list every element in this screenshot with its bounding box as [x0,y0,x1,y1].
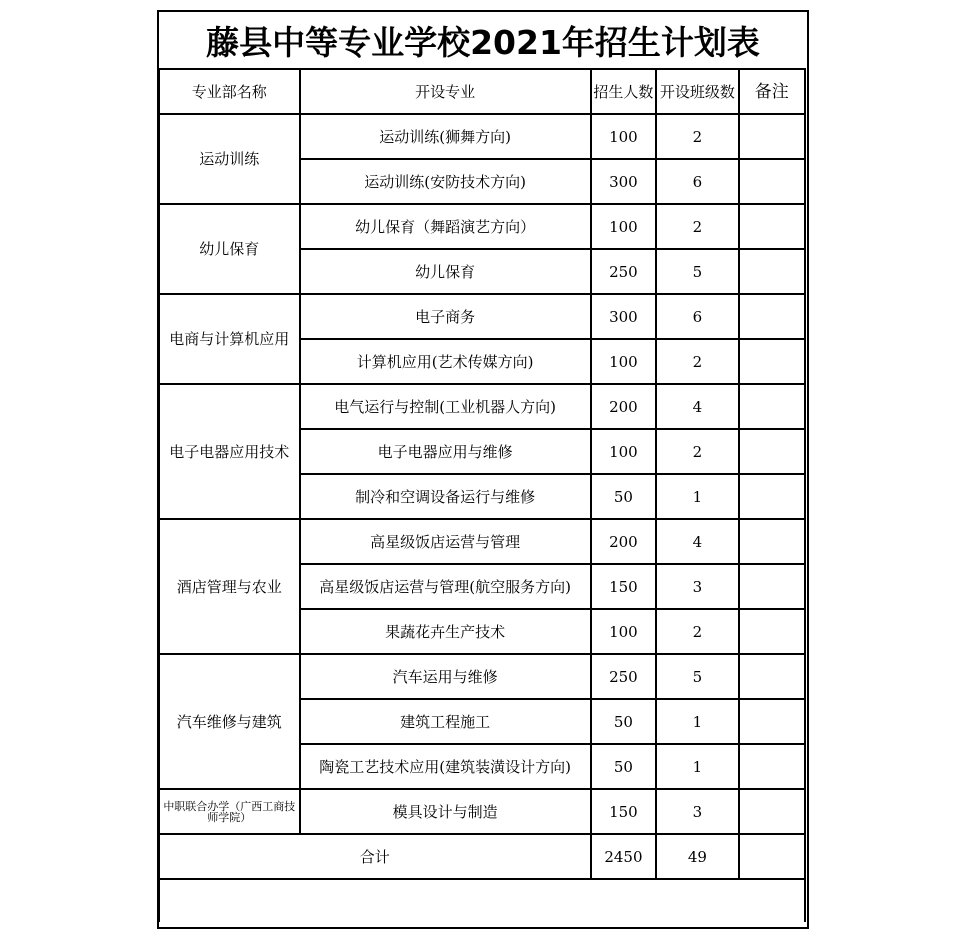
dept-cell: 酒店管理与农业 [159,519,300,654]
major-cell: 运动训练(安防技术方向) [300,159,591,204]
note-cell [739,519,805,564]
table-row [159,294,805,339]
total-classes: 49 [656,834,738,879]
sheet-title: 藤县中等专业学校2021年招生计划表 [206,23,760,62]
note-cell [739,159,805,204]
total-enroll: 2450 [591,834,657,879]
dept-cell: 运动训练 [159,114,300,204]
major-cell: 幼儿保育 [300,249,591,294]
major-cell: 电子商务 [300,294,591,339]
table-row [159,654,805,699]
classes-cell: 1 [656,474,738,519]
table-row [159,114,805,159]
note-cell [739,339,805,384]
classes-cell: 4 [656,519,738,564]
major-cell: 果蔬花卉生产技术 [300,609,591,654]
note-cell [739,609,805,654]
dept-cell: 电商与计算机应用 [159,294,300,384]
classes-cell: 1 [656,744,738,789]
major-cell: 模具设计与制造 [300,789,591,834]
table-row [159,519,805,564]
classes-cell: 6 [656,294,738,339]
dept-cell: 汽车维修与建筑 [159,654,300,789]
enrollment-sheet [157,10,809,929]
classes-cell: 2 [656,609,738,654]
note-cell [739,789,805,834]
enroll-cell: 250 [591,654,657,699]
header-dept: 专业部名称 [159,69,300,114]
enroll-cell: 100 [591,429,657,474]
major-cell: 电子电器应用与维修 [300,429,591,474]
enroll-cell: 250 [591,249,657,294]
blank-cell [159,879,805,922]
header-row [159,69,805,114]
note-cell [739,429,805,474]
enroll-cell: 100 [591,339,657,384]
enroll-cell: 300 [591,294,657,339]
classes-cell: 1 [656,699,738,744]
dept-cell: 电子电器应用技术 [159,384,300,519]
table-row [159,384,805,429]
classes-cell: 2 [656,339,738,384]
note-cell [739,474,805,519]
header-major: 开设专业 [300,69,591,114]
enroll-cell: 100 [591,204,657,249]
classes-cell: 6 [656,159,738,204]
blank-row [159,879,805,922]
classes-cell: 3 [656,789,738,834]
classes-cell: 5 [656,654,738,699]
classes-cell: 5 [656,249,738,294]
major-cell: 高星级饭店运营与管理(航空服务方向) [300,564,591,609]
total-label: 合计 [159,834,591,879]
major-cell: 电气运行与控制(工业机器人方向) [300,384,591,429]
note-cell [739,744,805,789]
enroll-cell: 300 [591,159,657,204]
enroll-cell: 150 [591,564,657,609]
enroll-cell: 50 [591,699,657,744]
major-cell: 陶瓷工艺技术应用(建筑装潢设计方向) [300,744,591,789]
major-cell: 高星级饭店运营与管理 [300,519,591,564]
enroll-cell: 50 [591,474,657,519]
enroll-cell: 100 [591,609,657,654]
note-cell [739,564,805,609]
note-cell [739,384,805,429]
note-cell [739,204,805,249]
enroll-cell: 200 [591,519,657,564]
classes-cell: 2 [656,204,738,249]
note-cell [739,699,805,744]
major-cell: 制冷和空调设备运行与维修 [300,474,591,519]
table-row [159,204,805,249]
dept-cell: 幼儿保育 [159,204,300,294]
note-cell [739,294,805,339]
major-cell: 建筑工程施工 [300,699,591,744]
header-enroll: 招生人数 [591,69,657,114]
major-cell: 汽车运用与维修 [300,654,591,699]
classes-cell: 3 [656,564,738,609]
major-cell: 运动训练(狮舞方向) [300,114,591,159]
classes-cell: 4 [656,384,738,429]
note-cell [739,654,805,699]
major-cell: 计算机应用(艺术传媒方向) [300,339,591,384]
classes-cell: 2 [656,114,738,159]
enroll-cell: 50 [591,744,657,789]
classes-cell: 2 [656,429,738,474]
dept-cell: 中职联合办学（广西工商技师学院） [159,789,300,834]
enroll-cell: 100 [591,114,657,159]
table-row [159,789,805,834]
major-cell: 幼儿保育（舞蹈演艺方向） [300,204,591,249]
note-cell [739,249,805,294]
enroll-cell: 150 [591,789,657,834]
note-cell [739,834,805,879]
total-row [159,834,805,879]
header-classes: 开设班级数 [656,69,738,114]
enrollment-table [158,68,806,922]
note-cell [739,114,805,159]
header-note: 备注 [739,69,805,114]
enroll-cell: 200 [591,384,657,429]
